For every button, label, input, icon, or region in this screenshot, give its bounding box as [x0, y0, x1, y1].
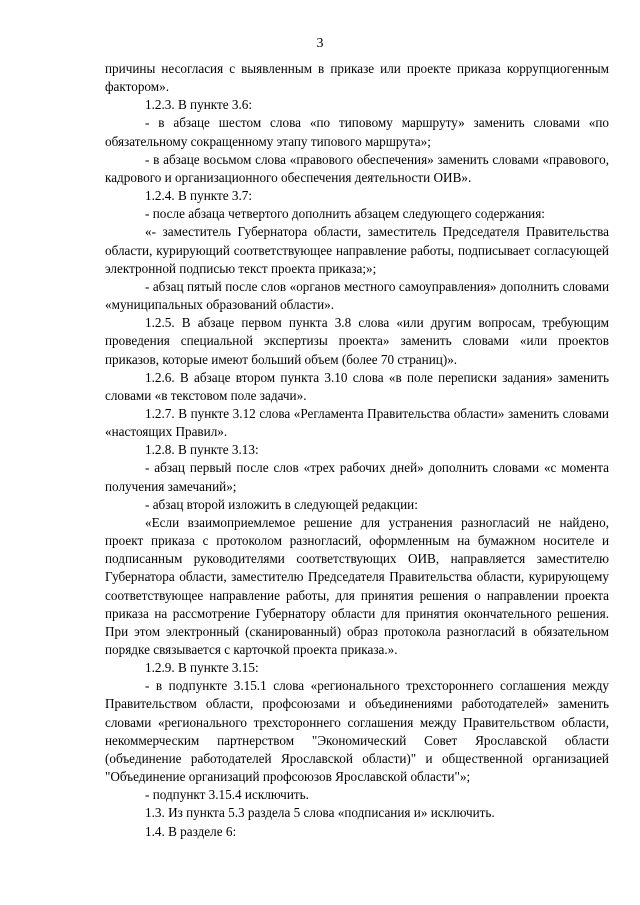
paragraph-item: - абзац первый после слов «трех рабочих дней» дополнить словами «с момента получения замечаний»;	[105, 460, 609, 494]
paragraph-item: - абзац пятый после слов «органов местного самоуправления» дополнить словами «муниципальных образований области».	[105, 278, 609, 313]
paragraph-continuation: причины несогласия с выявленным в приказе или проекте приказа коррупциогенным фактором».	[105, 61, 609, 95]
paragraph-item: - в абзаце шестом слова «по типовому маршруту» заменить словами «по обязательному сокращенному этапу типового маршрута»;	[105, 115, 609, 149]
paragraph-1-3: 1.3. Из пункта 5.3 раздела 5 слова «подписания и» исключить.	[145, 805, 495, 821]
paragraph-item: «- заместитель Губернатора области, заместитель Председателя Правительства области, курирующий соответствующее направление работы, подписывает согласующей электронной подписью текст проекта приказа;»;	[105, 224, 609, 276]
paragraph-1-2-3: 1.2.3. В пункте 3.6:	[145, 97, 253, 113]
paragraph-1-2-6: 1.2.6. В абзаце втором пункта 3.10 слова «в поле переписки задания» заменить словами «в текстовом поле задачи».	[105, 369, 609, 403]
paragraph-quoted-text: «Если взаимоприемлемое решение для устранения разногласий не найдено, проект приказа с протоколом разногласий, оформленным на бумажном носителе и подписанным руководителями соответствующих ОИВ, направляется заместителю Губернатора области, заместителю Председателя Правительства области, курирующему соответствующее направление работы, для принятия решения о направлении проекта приказа на рассмотрение Губернатору области для принятия окончательного решения. При этом электронный (сканированный) образ протокола разногласий в обязательном порядке связывается с карточкой проекта приказа.».	[105, 514, 609, 657]
page-number: 3	[316, 36, 324, 51]
paragraph-1-2-5: 1.2.5. В абзаце первом пункта 3.8 слова «или другим вопросам, требующим проведения специальной экспертизы проекта» заменить словами «или проектов приказов, которые имеют больший объем (более 70 страниц)».	[105, 315, 609, 367]
paragraph-item: - подпункт 3.15.4 исключить.	[145, 787, 309, 803]
paragraph-item: - после абзаца четвертого дополнить абзацем следующего содержания:	[145, 206, 545, 222]
paragraph-1-2-8: 1.2.8. В пункте 3.13:	[145, 442, 259, 458]
paragraph-item: - в подпункте 3.15.1 слова «регионального трехстороннего соглашения между Правительством области, профсоюзами и объединениями работодателей» заменить словами «регионального трехстороннего соглашения между Правительством области, некоммерческим партнерством "Экономический Совет Ярославской области (объединение работодателей Ярославской области)" и общественной организацией "Объединение организаций профсоюзов Ярославской области"»;	[105, 678, 609, 785]
paragraph-1-4: 1.4. В разделе 6:	[145, 823, 237, 839]
paragraph-item: - абзац второй изложить в следующей редакции:	[145, 496, 418, 512]
paragraph-1-2-4: 1.2.4. В пункте 3.7:	[145, 188, 253, 204]
paragraph-1-2-7: 1.2.7. В пункте 3.12 слова «Регламента Правительства области» заменить словами «настоящих Правил».	[105, 405, 609, 440]
paragraph-item: - в абзаце восьмом слова «правового обеспечения» заменить словами «правового, кадрового и организационного обеспечения деятельности ОИВ».	[105, 151, 609, 185]
document-body	[105, 60, 609, 841]
paragraph-1-2-9: 1.2.9. В пункте 3.15:	[145, 660, 259, 676]
